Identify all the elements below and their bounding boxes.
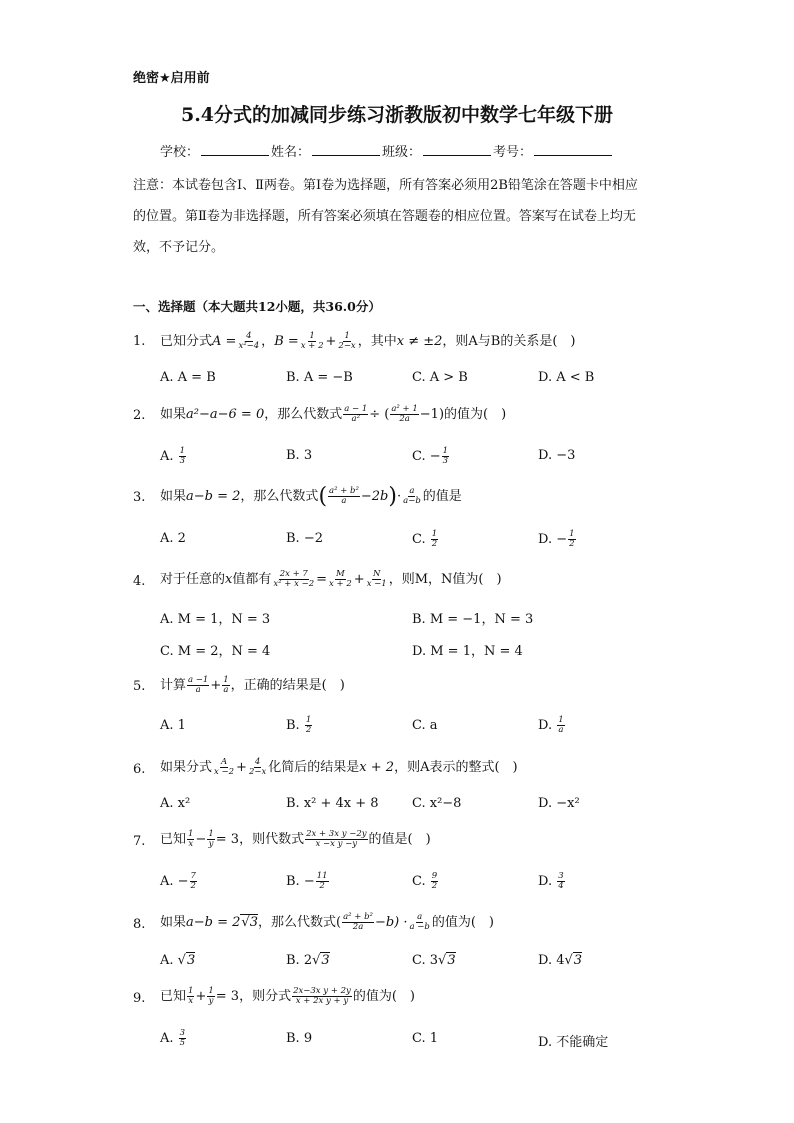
confidential-label: 绝密★启用前 [133,71,210,86]
option-d[interactable]: D. − $\frac{1}{2}$ [538,529,575,549]
option-b[interactable]: B. $\frac{1}{2}$ [286,715,312,735]
option-b[interactable]: B. −2 [286,531,323,546]
question-number: 7. [133,834,146,849]
sqrt-icon: √3 [241,915,258,930]
option-a[interactable]: A. √3 [160,953,196,968]
option-c[interactable]: C. $\frac{1}{2}$ [412,529,438,549]
question-6-text: 如果分式 $\frac{A}{x -2}$ + $\frac{4}{2-x}$ 化简后的结果是x + 2，则A表示的整式( ) [160,757,518,777]
school-blank[interactable] [201,143,269,156]
option-c[interactable]: C. x²−8 [412,796,462,811]
question-1-text: 已知分式A = $\frac{4}{\text{x²−4}}$ ，B = $\frac{1}{x + 2}$ + $\frac{1}{2-x}$ ，其中x ≠ ±2，则A与B的关系是( ) [160,331,576,351]
question-5-text: 计算 $\frac{a -1}{a}$ + $\frac{1}{a}$ ，正确的结果是( ) [160,675,345,695]
question-number: 9. [133,991,146,1006]
class-blank[interactable] [423,143,491,156]
question-8-text: 如果a−b = 2√3，那么代数式( $\frac{\text{a² + b²}}{2a}$ −b) · $\frac{a}{a -b}$ 的值为( ) [160,912,495,932]
option-a[interactable]: A. $\frac{3}{5}$ [160,1028,186,1048]
question-number: 4. [133,574,146,589]
option-b[interactable]: B. 3 [286,448,313,463]
option-b[interactable]: B. A = −B [286,370,353,385]
option-b[interactable]: B. 9 [286,1031,313,1046]
section-heading: 一、选择题（本大题共12小题，共36.0分） [133,299,381,314]
notice-text: 注意：本试卷包含Ⅰ、Ⅱ两卷。第Ⅰ卷为选择题，所有答案必须用2B铅笔涂在答题卡中相应的位置。第Ⅱ卷为非选择题，所有答案必须填在答题卷的相应位置。答案写在试卷上均无效，不予记分。 [133,178,638,255]
option-d[interactable]: D. −3 [538,448,576,463]
question-number: 3. [133,490,146,505]
option-a[interactable]: A. $\frac{1}{3}$ [160,446,186,466]
question-number: 8. [133,917,146,932]
option-d[interactable]: D. A < B [538,370,595,385]
option-b[interactable]: B. 2√3 [286,953,330,968]
question-number: 1. [133,334,146,349]
option-d[interactable]: D. M = 1，N = 4 [412,644,523,659]
question-number: 5. [133,679,146,694]
option-a[interactable]: A. 1 [160,718,186,733]
option-a[interactable]: A. 2 [160,531,186,546]
question-3-text: 如果a−b = 2，那么代数式( $\frac{\text{a² + b²}}{a}$ −2b)· $\frac{a}{a-b}$ 的值是 [160,484,462,509]
option-d[interactable]: D. $\frac{3}{4}$ [538,871,564,891]
exam-no-blank[interactable] [534,143,612,156]
school-label: 学校： [160,145,200,160]
class-label: 班级： [382,145,422,160]
option-a[interactable]: A. − $\frac{7}{2}$ [160,871,196,891]
option-a[interactable]: A. A = B [160,370,216,385]
exam-no-label: 考号： [493,145,533,160]
question-4-text: 对于任意的x值都有 $\frac{2x + 7}{\text{x² + x −2}}$ = $\frac{M}{x + 2}$ + $\frac{N}{x -1}$ ，则M，N值为( ) [160,569,502,589]
option-c[interactable]: C. 1 [412,1031,439,1046]
page-title: 5.4分式的加减同步练习浙教版初中数学七年级下册 [180,104,614,126]
option-d[interactable]: D. $\frac{1}{a}$ [538,715,564,735]
name-blank[interactable] [312,143,380,156]
option-b[interactable]: B. M = −1，N = 3 [412,612,534,627]
student-info-fields [160,141,614,160]
question-number: 6. [133,762,146,777]
question-2-text: 如果a²−a−6 = 0，那么代数式 $\frac{a - 1}{\text{a²}}$ ÷ ( $\frac{\text{a² + 1}}{2a}$ −1)的值为( ) [160,404,507,424]
option-c[interactable]: C. 3√3 [412,953,456,968]
option-c[interactable]: C. M = 2，N = 4 [160,644,271,659]
option-c[interactable]: C. a [412,718,438,733]
option-c[interactable]: C. $\frac{9}{2}$ [412,871,438,891]
name-label: 姓名： [271,145,311,160]
option-c[interactable]: C. A > B [412,370,468,385]
option-a[interactable]: A. x² [160,796,191,811]
option-d[interactable]: D. 4√3 [538,953,583,968]
option-c[interactable]: C. − $\frac{1}{3}$ [412,446,449,466]
question-number: 2. [133,408,146,423]
option-a[interactable]: A. M = 1，N = 3 [160,612,271,627]
option-b[interactable]: B. x² + 4x + 8 [286,796,379,811]
option-d[interactable]: D. −x² [538,796,580,811]
option-d[interactable]: D. 不能确定 [538,1035,609,1050]
question-9-text: 已知 $\frac{1}{x}$ + $\frac{1}{y}$ = 3，则分式 $\frac{\text{2x−3x y + 2y}}{\text{x + 2x y + y}}$ 的值为( ) [160,986,415,1006]
question-7-text: 已知 $\frac{1}{x}$ − $\frac{1}{y}$ = 3，则代数式 $\frac{\text{2x + 3x y −2y}}{\text{x −x y −y}}$ 的值是( ) [160,829,431,849]
option-b[interactable]: B. − $\frac{11}{2}$ [286,871,328,891]
